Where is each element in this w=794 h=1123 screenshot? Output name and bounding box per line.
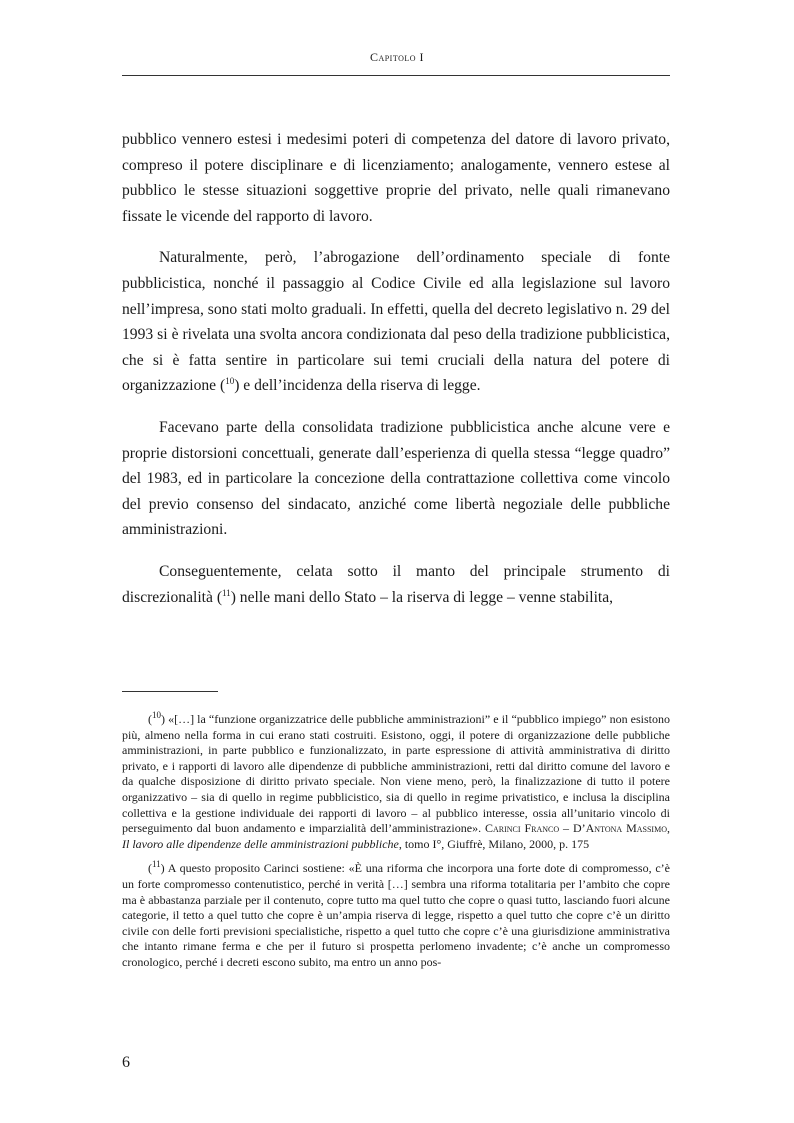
footnote-ref-10[interactable]: 10 <box>225 376 235 387</box>
paragraph-3: Facevano parte della consolidata tradizione pubblicistica anche alcune vere e proprie distorsioni concettuali, generate dall’esperienza di quella stessa “legge quadro” del 1983, ed in particolare la concezione della contrattazione collettiva come vincolo del previo consenso del sindacato, anziché come libertà negoziale delle pubbliche amministrazioni. <box>122 418 670 539</box>
paragraph-2-text-a: Naturalmente, però, l’abrogazione dell’ordinamento speciale di fonte pubblicistica, nonché il passaggio al Codice Civile ed alla legislazione sul lavoro nell’impresa, sono stati molto graduali. In effetti, quella del decreto legislativo n. 29 del 1993 si è rivelata una svolta ancora condizionata dal peso della tradizione pubblicistica, che si è fatta sentire in particolare sui temi cruciali della natura del potere di organizzazione ( <box>122 249 670 395</box>
footnote-10-authors: Carinci Franco – D’Antona Massimo <box>484 821 667 836</box>
header-rule <box>122 75 670 76</box>
footnote-11 <box>122 861 670 970</box>
paragraph-4-text-b: ) nelle mani dello Stato – la riserva di legge – venne stabilita, <box>230 588 614 606</box>
footnote-11-text: A questo proposito Carinci sostiene: «È una riforma che incorpora una forte dote di compromesso, c’è un forte compromesso contenutistico, perché in verità […] sembra una riforma totalitaria per l’ambito che copre ma è abbastanza parziale per il contenuto, copre tutto ma quel tutto che copre o quasi tutto, lasciando fuori alcune categorie, il tetto a quel tutto che copre è un’ampia riserva di legge, rispetto a quel tutto che copre c’è un diritto civile con delle forti previsioni specialistiche, rispetto a quel tutto che copre c’è una giurisdizione amministrativa che intanto rimane ferma e che per il futuro si prospetta perlomeno invadente; c’è anche un compromesso cronologico, perché i decreti escono subito, ma entro un anno pos- <box>122 861 670 969</box>
paragraph-1: pubblico vennero estesi i medesimi poteri di competenza del datore di lavoro privato, compreso il potere disciplinare e di licenziamento; analogamente, vennero estese al pubblico le stesse situazioni soggettive proprie del privato, nelle quali rimanevano fissate le vicende del rapporto di lavoro. <box>122 131 670 225</box>
paragraph-2 <box>122 245 670 399</box>
footnote-10-text: «[…] la “funzione organizzatrice delle pubbliche amministrazioni” e il “pubblico impiego” non esistono più, almeno nella forma in cui erano stati costruiti. Esistono, oggi, il potere di organizzazione delle pubbliche amministrazioni, in parte pubblico e funzionalizzato, in parte espressione di attività amministrativa di diritto privato, e i rapporti di lavoro alle dipendenze di pubbliche amministrazioni, retti dal diritto comune del lavoro e da qualche disposizione di diritto privato speciale. Non viene meno, però, la finalizzazione di tutto il potere organizzativo – sia di quello in regime pubblicistico, sia di quello in regime privatistico, e inclusa la disciplina collettiva e la gestione individuale dei rapporti di lavoro – al pubblico interesse, ossia all’unitario vincolo di perseguimento dal buon andamento e imparzialità dell’amministrazione». <box>122 712 670 836</box>
footnote-11-open: ( <box>148 861 152 876</box>
footnote-11-close: ) <box>160 861 165 876</box>
footnote-10-number: 10 <box>152 710 161 720</box>
footnote-11-number: 11 <box>152 859 161 870</box>
paragraph-4 <box>122 559 670 610</box>
footnote-10-rest: , tomo I°, Giuffrè, Milano, 2000, p. 175 <box>398 836 590 851</box>
footnote-10-close: ) <box>161 712 165 726</box>
running-header: Capitolo I <box>369 50 425 64</box>
main-text <box>122 127 670 626</box>
footnote-separator <box>122 691 218 692</box>
footnote-10-sep: , <box>666 821 670 836</box>
paragraph-4-text-a: Conseguentemente, celata sotto il manto del principale strumento di discrezionalità ( <box>122 562 670 606</box>
footnote-10 <box>122 712 670 852</box>
page-number: 6 <box>122 1054 130 1071</box>
paragraph-2-text-b: ) e dell’incidenza della riserva di legge. <box>234 377 481 395</box>
footnote-ref-11[interactable]: 11 <box>222 587 231 598</box>
footnote-10-title: Il lavoro alle dipendenze delle amministrazioni pubbliche <box>122 836 399 851</box>
footnotes <box>122 712 670 980</box>
footnote-10-open: ( <box>148 712 152 726</box>
